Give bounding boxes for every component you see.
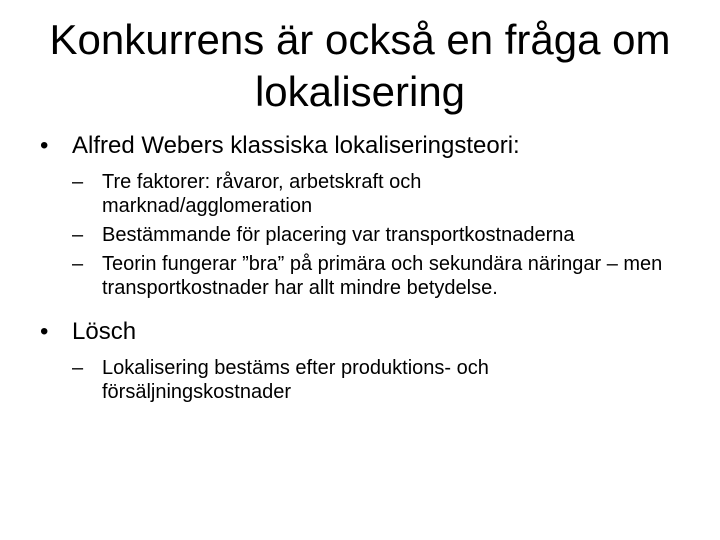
slide-content (40, 130, 710, 404)
dash-icon: – (72, 253, 84, 275)
bullet-text: Alfred Webers klassiska lokaliseringsteori: (72, 132, 520, 159)
sub-bullet-costs (40, 356, 602, 404)
bullet-icon: • (40, 318, 49, 345)
sub-bullet-factors (40, 170, 572, 218)
sub-bullet-text: Teorin fungerar ”bra” på primära och sekundära näringar – men transportkostnader har allt mindre betydelse. (102, 253, 663, 299)
bullet-text: Lösch (72, 318, 137, 345)
sub-bullet-text: Bestämmande för placering var transportkostnaderna (102, 224, 575, 246)
sub-bullet-text: Lokalisering bestäms efter produktions- och försäljningskostnader (102, 357, 489, 403)
bullet-icon: • (40, 132, 49, 159)
bullet-weber (40, 130, 710, 162)
dash-icon: – (72, 224, 84, 246)
bullet-losch (40, 316, 710, 348)
dash-icon: – (72, 357, 84, 379)
sub-bullet-text: Tre faktorer: råvaror, arbetskraft och marknad/agglomeration (102, 171, 422, 217)
sub-bullet-theory (40, 252, 682, 300)
dash-icon: – (72, 171, 84, 193)
slide-title: Konkurrens är också en fråga om lokalisering (49, 16, 671, 115)
sub-bullet-transport (40, 223, 720, 247)
